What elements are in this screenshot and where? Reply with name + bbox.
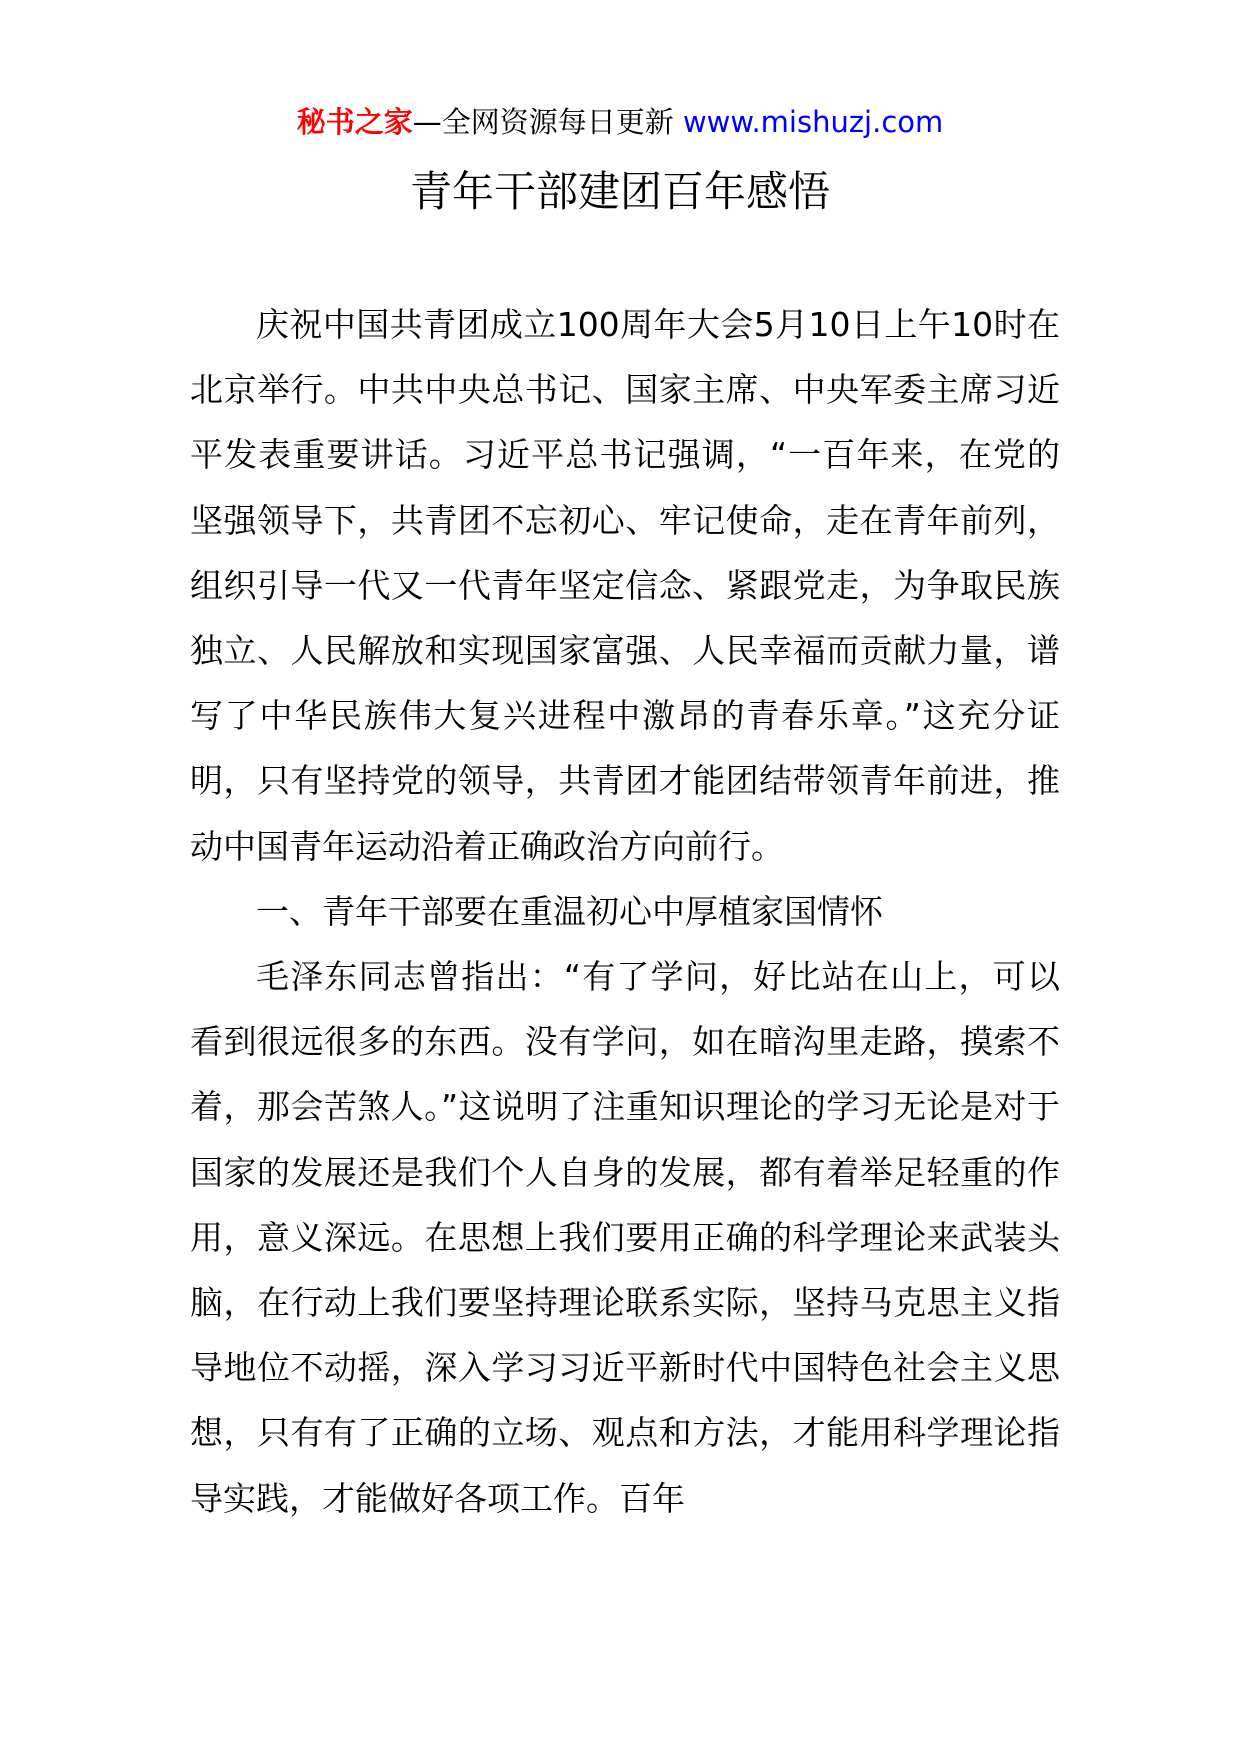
brand-name: 秘书之家 — [296, 105, 413, 139]
paragraph-intro: 庆祝中国共青团成立100周年大会5月10日上午10时在北京举行。中共中央总书记、国家主席、中央军委主席习近平发表重要讲话。习近平总书记强调，“一百年来，在党的坚强领导下，共青团不忘初心、牢记使命，走在青年前列，组织引导一代又一代青年坚定信念、紧跟党走，为争取民族独立、人民解放和实现国家富强、人民幸福而贡献力量，谱写了中华民族伟大复兴进程中激昂的青春乐章。”这充分证明，只有坚持党的领导，共青团才能团结带领青年前进，推动中国青年运动沿着正确政治方向前行。 — [190, 305, 1060, 866]
header-tagline: —全网资源每日更新 — [412, 105, 683, 139]
watermark-header — [0, 100, 1240, 144]
section-heading-1: 一、青年干部要在重温初心中厚植家国情怀 — [256, 891, 883, 931]
paragraph-section-1: 毛泽东同志曾指出：“有了学问，好比站在山上，可以看到很远很多的东西。没有学问，如在暗沟里走路，摸索不着，那会苦煞人。”这说明了注重知识理论的学习无论是对于国家的发展还是我们个人自身的发展，都有着举足轻重的作用，意义深远。在思想上我们要用正确的科学理论来武装头脑，在行动上我们要坚持理论联系实际，坚持马克思主义指导地位不动摇，深入学习习近平新时代中国特色社会主义思想，只有有了正确的立场、观点和方法，才能用科学理论指导实践，才能做好各项工作。百年 — [190, 957, 1060, 1518]
header-url: www.mishuzj.com — [682, 105, 944, 139]
document-title: 青年干部建团百年感悟 — [409, 167, 830, 216]
document-body — [190, 292, 1060, 1531]
